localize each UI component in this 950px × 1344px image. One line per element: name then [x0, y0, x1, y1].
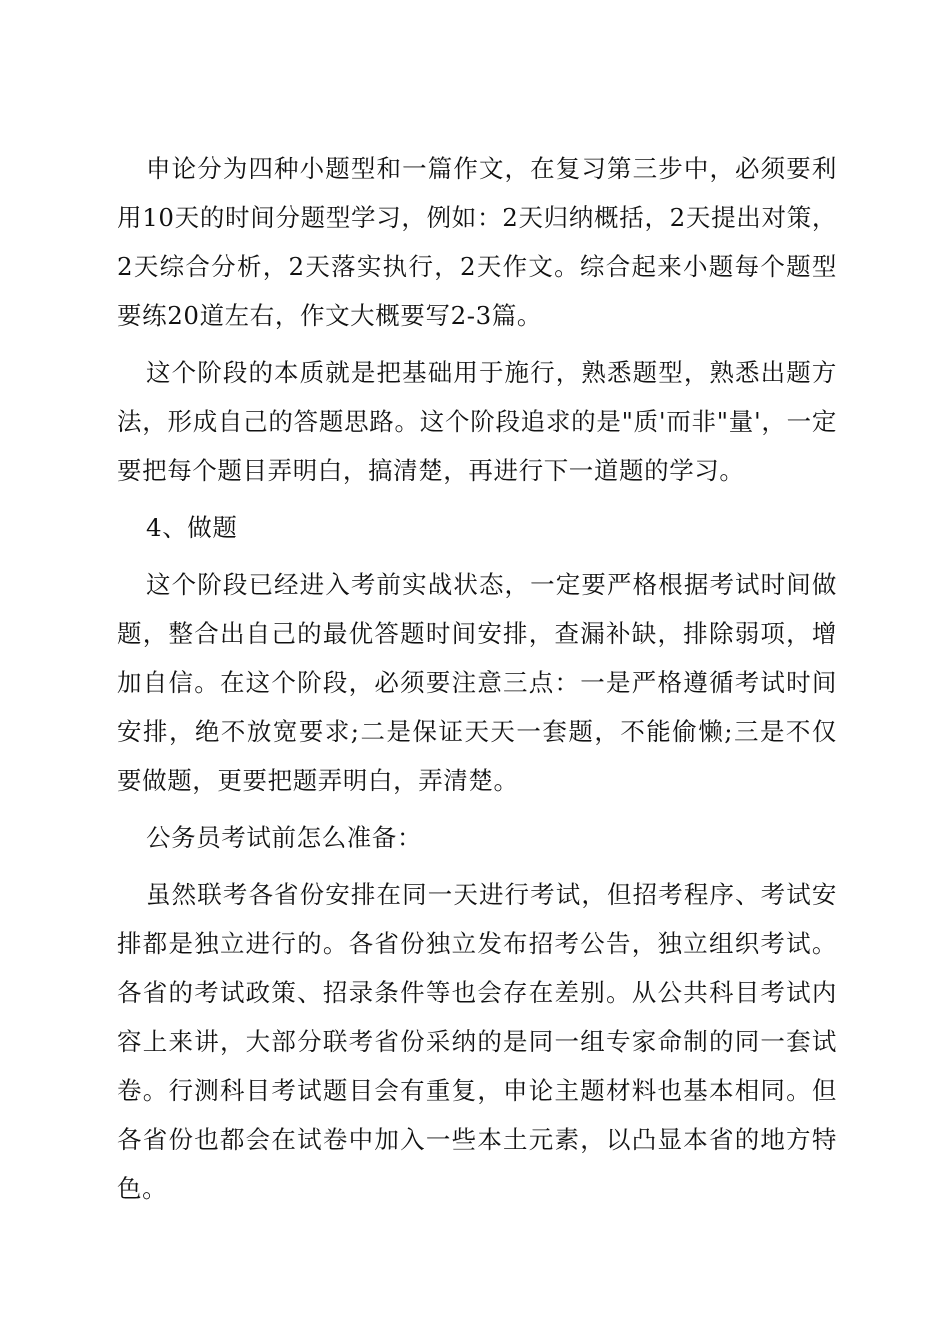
paragraph-joint-exam: 虽然联考各省份安排在同一天进行考试，但招考程序、考试安排都是独立进行的。各省份独立发布招考公告，独立组织考试。各省的考试政策、招录条件等也会存在差别。从公共科目考试内容上来讲，大部分联考省份采纳的是同一组专家命制的同一套试卷。行测科目考试题目会有重复，申论主题材料也基本相同。但各省份也都会在试卷中加入一些本土元素，以凸显本省的地方特色。: [117, 880, 837, 1203]
section-heading-practice: 4、做题: [146, 513, 238, 542]
paragraph-practice-stage: 这个阶段已经进入考前实战状态，一定要严格根据考试时间做题，整合出自己的最优答题时间安排，查漏补缺，排除弱项，增加自信。在这个阶段，必须要注意三点：一是严格遵循考试时间安排，绝不放宽要求;二是保证天天一套题，不能偷懒;三是不仅要做题，更要把题弄明白，弄清楚。: [117, 570, 837, 795]
section-heading-exam-preparation: 公务员考试前怎么准备：: [146, 823, 423, 852]
paragraph-shenlun-question-types: 申论分为四种小题型和一篇作文，在复习第三步中，必须要利用10天的时间分题型学习，例如：2天归纳概括，2天提出对策，2天综合分析，2天落实执行，2天作文。综合起来小题每个题型要练20道左右，作文大概要写2-3篇。: [117, 154, 837, 330]
paragraph-stage-essence: 这个阶段的本质就是把基础用于施行，熟悉题型，熟悉出题方法，形成自己的答题思路。这个阶段追求的是"质'而非"量'，一定要把每个题目弄明白，搞清楚，再进行下一道题的学习。: [117, 358, 837, 485]
document-body: [117, 144, 837, 1221]
